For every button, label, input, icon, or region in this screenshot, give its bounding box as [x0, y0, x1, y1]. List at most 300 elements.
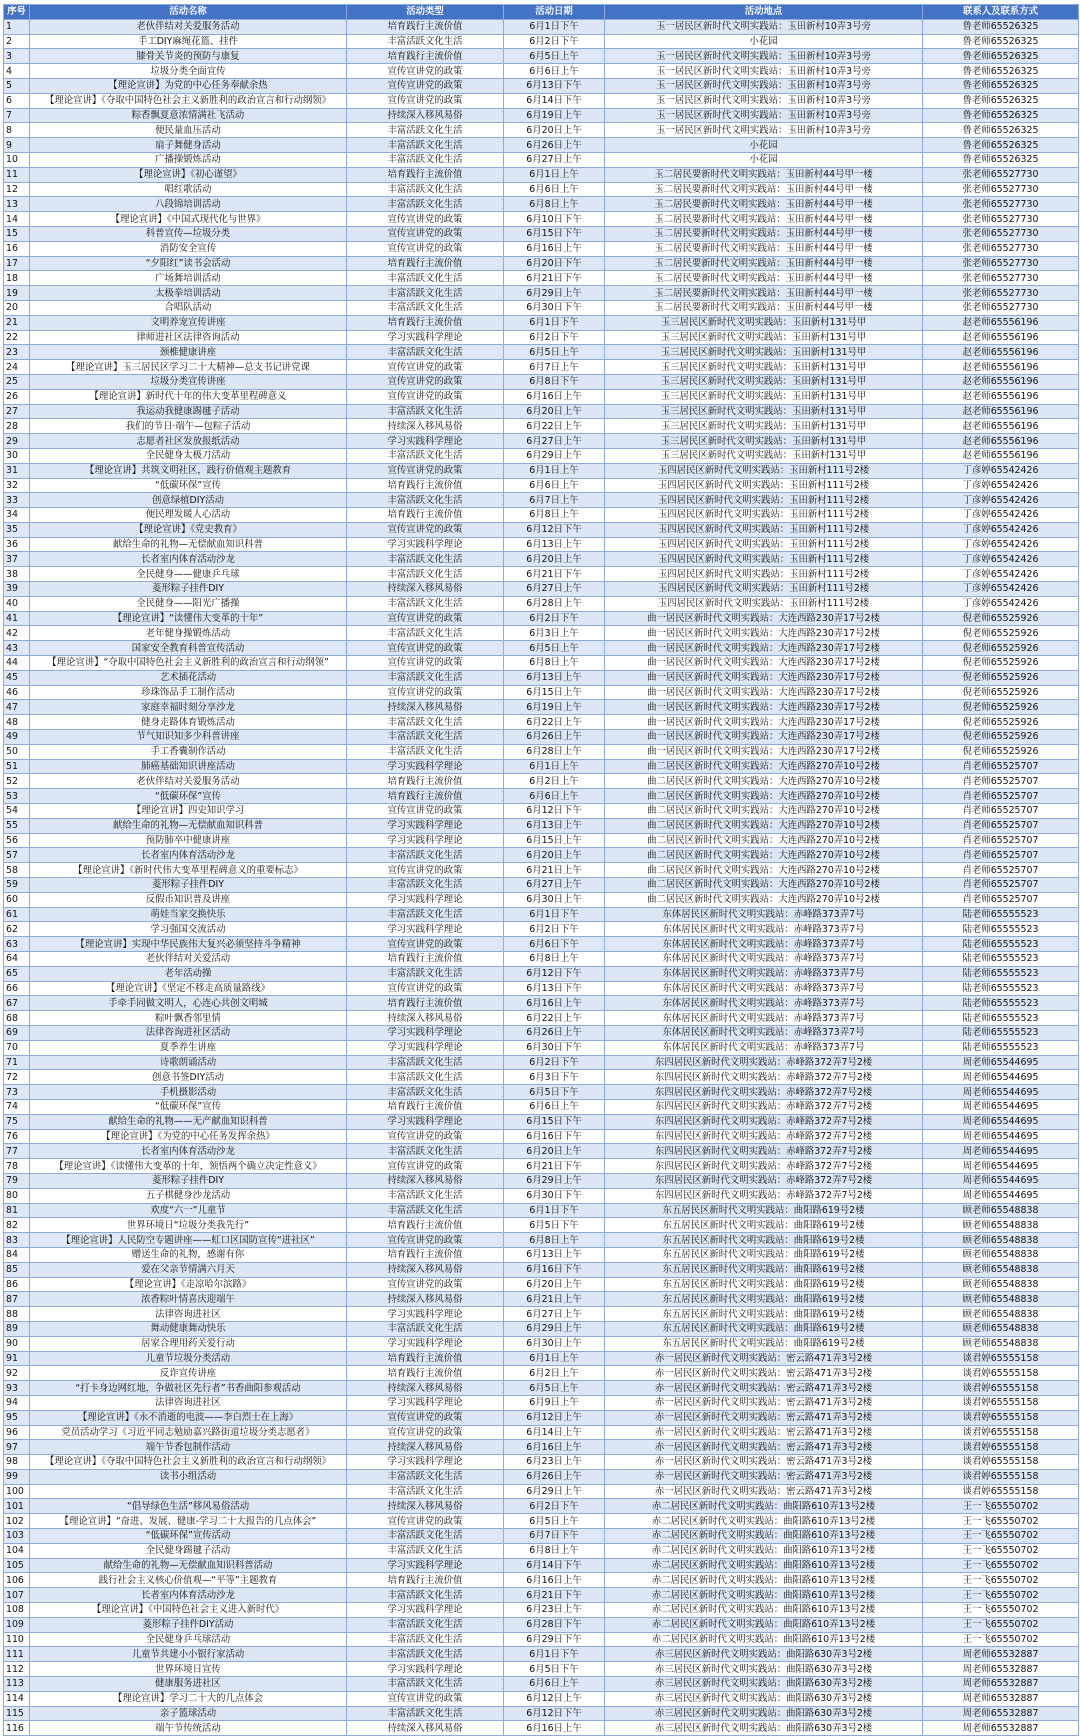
cell-activity-date: 6月15日上午	[504, 833, 605, 848]
cell-index: 111	[4, 1647, 30, 1662]
cell-contact: 倪老师65525926	[923, 730, 1079, 745]
cell-activity-date: 6月10日下午	[504, 212, 605, 227]
cell-index: 10	[4, 152, 30, 167]
cell-activity-name: 【理论宣讲】共筑文明社区，践行价值观主题教育	[30, 463, 347, 478]
table-row	[4, 34, 1079, 49]
table-row	[4, 1055, 1079, 1070]
cell-activity-date: 6月16日下午	[504, 1129, 605, 1144]
cell-activity-place: 曲二居民区新时代文明实践站：大连西路270弄10号2楼	[605, 789, 923, 804]
cell-activity-date: 6月26日上午	[504, 138, 605, 153]
cell-index: 12	[4, 182, 30, 197]
cell-activity-date: 6月29日上午	[504, 1173, 605, 1188]
cell-activity-name: 健康服务进社区	[30, 1677, 347, 1692]
cell-contact: 王一飞65550702	[923, 1603, 1079, 1618]
cell-activity-date: 6月1日下午	[504, 19, 605, 34]
cell-contact: 赵老师65556196	[923, 330, 1079, 345]
cell-activity-name: 律师进社区法律咨询活动	[30, 330, 347, 345]
table-row	[4, 582, 1079, 597]
cell-activity-type: 丰富活跃文化生活	[347, 1543, 504, 1558]
table-row	[4, 685, 1079, 700]
cell-activity-date: 6月20日上午	[504, 404, 605, 419]
cell-activity-type: 宣传宣讲党的政策	[347, 93, 504, 108]
cell-contact: 张老师65527730	[923, 286, 1079, 301]
cell-activity-name: 【理论宣讲】“夺取中国特色社会主义新胜利的政治宣言和行动纲领”	[30, 656, 347, 671]
cell-index: 80	[4, 1188, 30, 1203]
table-row	[4, 1040, 1079, 1055]
table-row	[4, 1706, 1079, 1721]
cell-contact: 顾老师65548838	[923, 1247, 1079, 1262]
cell-activity-type: 丰富活跃文化生活	[347, 878, 504, 893]
cell-contact: 周老师65544695	[923, 1173, 1079, 1188]
cell-activity-type: 培育践行主流价值	[347, 1573, 504, 1588]
cell-contact: 张老师65527730	[923, 256, 1079, 271]
cell-activity-name: 健身走路体育锻炼活动	[30, 715, 347, 730]
cell-activity-date: 6月12日下午	[504, 966, 605, 981]
cell-activity-place: 赤三居民区新时代文明实践站：曲阳路630弄3号2楼	[605, 1706, 923, 1721]
cell-activity-place: 玉三居民区新时代文明实践站：玉田新村131号甲	[605, 330, 923, 345]
cell-activity-name: 志愿者社区发放报纸活动	[30, 434, 347, 449]
cell-activity-type: 宣传宣讲党的政策	[347, 1691, 504, 1706]
cell-contact: 张老师65527730	[923, 182, 1079, 197]
cell-contact: 倪老师65525926	[923, 626, 1079, 641]
cell-contact: 王一飞65550702	[923, 1529, 1079, 1544]
table-row	[4, 1721, 1079, 1736]
cell-activity-name: 儿童节垃圾分类活动	[30, 1351, 347, 1366]
cell-contact: 张老师65527730	[923, 167, 1079, 182]
cell-index: 112	[4, 1662, 30, 1677]
cell-activity-type: 丰富活跃文化生活	[347, 34, 504, 49]
cell-activity-place: 曲一居民区新时代文明实践站：大连西路230弄17号2楼	[605, 670, 923, 685]
table-row	[4, 774, 1079, 789]
table-row	[4, 1484, 1079, 1499]
cell-activity-name: 广场舞培训活动	[30, 271, 347, 286]
table-row	[4, 300, 1079, 315]
cell-activity-place: 东五居民区新时代文明实践站：曲阳路619号2楼	[605, 1233, 923, 1248]
table-row	[4, 286, 1079, 301]
cell-activity-type: 学习实践科学理论	[347, 1040, 504, 1055]
table-row	[4, 759, 1079, 774]
table-row	[4, 374, 1079, 389]
cell-contact: 周老师65544695	[923, 1099, 1079, 1114]
cell-activity-name: 节气知识知多少科普讲座	[30, 730, 347, 745]
cell-index: 104	[4, 1543, 30, 1558]
cell-activity-place: 曲一居民区新时代文明实践站：大连西路230弄17号2楼	[605, 730, 923, 745]
cell-contact: 谈君婷65555158	[923, 1366, 1079, 1381]
cell-activity-type: 丰富活跃文化生活	[347, 1529, 504, 1544]
table-row	[4, 1514, 1079, 1529]
cell-index: 69	[4, 1025, 30, 1040]
table-row	[4, 1691, 1079, 1706]
table-row	[4, 49, 1079, 64]
cell-contact: 鲁老师65526325	[923, 152, 1079, 167]
cell-contact: 王一飞65550702	[923, 1632, 1079, 1647]
cell-contact: 倪老师65525926	[923, 685, 1079, 700]
table-row	[4, 256, 1079, 271]
cell-activity-date: 6月20日下午	[504, 256, 605, 271]
cell-index: 8	[4, 123, 30, 138]
cell-activity-name	[30, 1484, 347, 1499]
cell-activity-place: 东四居民区新时代文明实践站：赤峰路372弄7号2楼	[605, 1173, 923, 1188]
cell-contact: 王一飞65550702	[923, 1514, 1079, 1529]
cell-index: 73	[4, 1085, 30, 1100]
cell-contact: 王一飞65550702	[923, 1499, 1079, 1514]
cell-activity-type: 丰富活跃文化生活	[347, 300, 504, 315]
cell-activity-type: 培育践行主流价值	[347, 167, 504, 182]
cell-contact: 周老师65532887	[923, 1647, 1079, 1662]
cell-contact: 倪老师65525926	[923, 670, 1079, 685]
cell-activity-name: 全民健身——健康乒乓球	[30, 567, 347, 582]
table-row	[4, 730, 1079, 745]
cell-activity-place: 赤一居民区新时代文明实践站：密云路471弄3号2楼	[605, 1455, 923, 1470]
cell-activity-place: 东体居民区新时代文明实践站：赤峰路373弄7号	[605, 966, 923, 981]
cell-contact: 赵老师65556196	[923, 404, 1079, 419]
cell-index: 5	[4, 78, 30, 93]
cell-contact: 谈君婷65555158	[923, 1410, 1079, 1425]
cell-index: 67	[4, 996, 30, 1011]
cell-activity-type: 宣传宣讲党的政策	[347, 360, 504, 375]
table-row	[4, 463, 1079, 478]
cell-activity-date: 6月12日下午	[504, 1706, 605, 1721]
table-row	[4, 1129, 1079, 1144]
cell-contact: 鲁老师65526325	[923, 34, 1079, 49]
cell-contact: 谈君婷65555158	[923, 1455, 1079, 1470]
table-row	[4, 922, 1079, 937]
cell-activity-type: 学习实践科学理论	[347, 1395, 504, 1410]
cell-activity-name: 我们的节日·端午—包粽子活动	[30, 419, 347, 434]
cell-index: 1	[4, 19, 30, 34]
cell-contact: 肖老师65525707	[923, 892, 1079, 907]
cell-activity-name: 世界环境日“垃圾分类我先行”	[30, 1218, 347, 1233]
cell-index: 98	[4, 1455, 30, 1470]
cell-activity-name: “夕阳红”读书会活动	[30, 256, 347, 271]
cell-activity-name: 颈椎健康讲座	[30, 345, 347, 360]
cell-activity-name: 垃圾分类宣传讲座	[30, 374, 347, 389]
cell-activity-place: 玉四居民区新时代文明实践站：玉田新村111号2楼	[605, 478, 923, 493]
cell-activity-name: 【理论宣讲】《夺取中国特色社会主义新胜利的政治宣言和行动纲领》	[30, 93, 347, 108]
cell-activity-type: 丰富活跃文化生活	[347, 493, 504, 508]
cell-index: 32	[4, 478, 30, 493]
cell-index: 102	[4, 1514, 30, 1529]
cell-contact: 倪老师65525926	[923, 744, 1079, 759]
cell-activity-name: 爱在父亲节情满六月天	[30, 1262, 347, 1277]
cell-activity-place: 东四居民区新时代文明实践站：赤峰路372弄7号2楼	[605, 1129, 923, 1144]
cell-activity-type: 丰富活跃文化生活	[347, 567, 504, 582]
cell-activity-place: 玉三居民区新时代文明实践站：玉田新村131号甲	[605, 315, 923, 330]
cell-activity-type: 丰富活跃文化生活	[347, 1588, 504, 1603]
cell-activity-type: 丰富活跃文化生活	[347, 197, 504, 212]
cell-activity-name: 手工DIY麻绳花篮、挂件	[30, 34, 347, 49]
cell-activity-place: 东体居民区新时代文明实践站：赤峰路373弄7号	[605, 1011, 923, 1026]
cell-activity-name: 【理论宣讲】实现中华民族伟大复兴必须坚持斗争精神	[30, 937, 347, 952]
cell-activity-place: 曲一居民区新时代文明实践站：大连西路230弄17号2楼	[605, 700, 923, 715]
cell-index: 17	[4, 256, 30, 271]
cell-activity-type: 丰富活跃文化生活	[347, 715, 504, 730]
cell-index: 108	[4, 1603, 30, 1618]
cell-activity-place: 玉三居民区新时代文明实践站：玉田新村131号甲	[605, 374, 923, 389]
cell-activity-name: 赠送生命的礼物，感谢有你	[30, 1247, 347, 1262]
cell-activity-date: 6月6日上午	[504, 64, 605, 79]
cell-index: 33	[4, 493, 30, 508]
cell-contact: 赵老师65556196	[923, 360, 1079, 375]
cell-activity-date: 6月8日上午	[504, 656, 605, 671]
cell-activity-date: 6月15日下午	[504, 1114, 605, 1129]
cell-activity-date: 6月30日下午	[504, 300, 605, 315]
table-row	[4, 1543, 1079, 1558]
cell-activity-place: 赤二居民区新时代文明实践站：曲阳路610弄13号2楼	[605, 1558, 923, 1573]
cell-activity-place: 东体居民区新时代文明实践站：赤峰路373弄7号	[605, 981, 923, 996]
table-row	[4, 1529, 1079, 1544]
cell-activity-type: 宣传宣讲党的政策	[347, 463, 504, 478]
cell-activity-name: “低碳环保”宣传活动	[30, 1529, 347, 1544]
cell-index: 55	[4, 818, 30, 833]
cell-contact: 王一飞65550702	[923, 1588, 1079, 1603]
cell-activity-name: 膝骨关节炎的预防与康复	[30, 49, 347, 64]
table-row	[4, 1395, 1079, 1410]
cell-activity-date: 6月5日上午	[504, 641, 605, 656]
cell-activity-type: 持续深入移风易俗	[347, 1011, 504, 1026]
cell-index: 40	[4, 596, 30, 611]
table-row	[4, 1469, 1079, 1484]
cell-activity-date: 6月2日下午	[504, 330, 605, 345]
cell-activity-place: 曲二居民区新时代文明实践站：大连西路270弄10号2楼	[605, 833, 923, 848]
cell-activity-name: 预防肺卒中健康讲座	[30, 833, 347, 848]
cell-index: 34	[4, 508, 30, 523]
table-row	[4, 596, 1079, 611]
cell-activity-place: 东体居民区新时代文明实践站：赤峰路373弄7号	[605, 952, 923, 967]
cell-index: 114	[4, 1691, 30, 1706]
cell-activity-type: 宣传宣讲党的政策	[347, 226, 504, 241]
cell-activity-place: 东体居民区新时代文明实践站：赤峰路373弄7号	[605, 1025, 923, 1040]
cell-activity-date: 6月1日上午	[504, 759, 605, 774]
cell-activity-date: 6月27日上午	[504, 1307, 605, 1322]
cell-activity-name: 手工香囊制作活动	[30, 744, 347, 759]
cell-index: 100	[4, 1484, 30, 1499]
cell-activity-name: 菱形粽子挂件DIY	[30, 878, 347, 893]
cell-activity-type: 丰富活跃文化生活	[347, 966, 504, 981]
cell-activity-date: 6月14日上午	[504, 1425, 605, 1440]
cell-activity-date: 6月22日上午	[504, 1011, 605, 1026]
cell-activity-name: 家庭幸福时刻分享沙龙	[30, 700, 347, 715]
table-row	[4, 744, 1079, 759]
cell-contact: 陆老师65555523	[923, 907, 1079, 922]
cell-activity-type: 培育践行主流价值	[347, 19, 504, 34]
cell-contact: 顾老师65548838	[923, 1233, 1079, 1248]
cell-activity-date: 6月19日上午	[504, 108, 605, 123]
cell-activity-place: 玉四居民区新时代文明实践站：玉田新村111号2楼	[605, 463, 923, 478]
table-row	[4, 1114, 1079, 1129]
cell-activity-date: 6月26日上午	[504, 730, 605, 745]
table-row	[4, 670, 1079, 685]
cell-activity-place: 玉一居民区新时代文明实践站：玉田新村10弄3号旁	[605, 93, 923, 108]
cell-activity-place: 赤一居民区新时代文明实践站：密云路471弄3号2楼	[605, 1469, 923, 1484]
cell-activity-date: 6月21日上午	[504, 1292, 605, 1307]
cell-activity-type: 宣传宣讲党的政策	[347, 1410, 504, 1425]
table-row	[4, 419, 1079, 434]
cell-contact: 赵老师65556196	[923, 345, 1079, 360]
table-row	[4, 1647, 1079, 1662]
cell-index: 19	[4, 286, 30, 301]
cell-activity-name: 老伙伴结对关爱服务活动	[30, 19, 347, 34]
cell-activity-type: 宣传宣讲党的政策	[347, 64, 504, 79]
cell-index: 91	[4, 1351, 30, 1366]
cell-activity-name: 世界环境日宣传	[30, 1662, 347, 1677]
cell-contact: 丁彦婷65542426	[923, 596, 1079, 611]
cell-activity-date: 6月16日下午	[504, 1262, 605, 1277]
cell-activity-place: 东四居民区新时代文明实践站：赤峰路372弄7号2楼	[605, 1114, 923, 1129]
cell-activity-type: 丰富活跃文化生活	[347, 1617, 504, 1632]
cell-index: 99	[4, 1469, 30, 1484]
cell-activity-type: 学习实践科学理论	[347, 1455, 504, 1470]
cell-contact: 张老师65527730	[923, 197, 1079, 212]
table-row	[4, 818, 1079, 833]
cell-contact: 顾老师65548838	[923, 1218, 1079, 1233]
cell-activity-date: 6月5日上午	[504, 345, 605, 360]
cell-contact: 张老师65527730	[923, 300, 1079, 315]
cell-index: 45	[4, 670, 30, 685]
cell-activity-type: 培育践行主流价值	[347, 49, 504, 64]
cell-activity-date: 6月1日上午	[504, 1351, 605, 1366]
cell-activity-name: 长者室内体育活动沙龙	[30, 1144, 347, 1159]
cell-index: 68	[4, 1011, 30, 1026]
table-row	[4, 804, 1079, 819]
cell-contact: 陆老师65555523	[923, 937, 1079, 952]
table-row	[4, 1351, 1079, 1366]
cell-activity-name: 国家安全教育科普宣传活动	[30, 641, 347, 656]
cell-index: 37	[4, 552, 30, 567]
table-row	[4, 345, 1079, 360]
cell-activity-type: 宣传宣讲党的政策	[347, 522, 504, 537]
table-row	[4, 656, 1079, 671]
cell-activity-type: 持续深入移风易俗	[347, 1499, 504, 1514]
cell-activity-name: 浓香粽叶情喜庆迎端午	[30, 1292, 347, 1307]
table-row	[4, 611, 1079, 626]
table-row	[4, 567, 1079, 582]
cell-activity-place: 曲一居民区新时代文明实践站：大连西路230弄17号2楼	[605, 685, 923, 700]
cell-contact: 张老师65527730	[923, 226, 1079, 241]
cell-contact: 张老师65527730	[923, 271, 1079, 286]
cell-activity-date: 6月14日下午	[504, 93, 605, 108]
cell-activity-place: 曲二居民区新时代文明实践站：大连西路270弄10号2楼	[605, 759, 923, 774]
cell-index: 106	[4, 1573, 30, 1588]
cell-contact: 谈君婷65555158	[923, 1425, 1079, 1440]
cell-activity-date: 6月2日上午	[504, 774, 605, 789]
cell-activity-type: 持续深入移风易俗	[347, 1721, 504, 1736]
cell-activity-type: 宣传宣讲党的政策	[347, 641, 504, 656]
cell-activity-type: 丰富活跃文化生活	[347, 1706, 504, 1721]
cell-activity-date: 6月26日上午	[504, 1025, 605, 1040]
table-row	[4, 1499, 1079, 1514]
cell-contact: 鲁老师65526325	[923, 78, 1079, 93]
table-row	[4, 271, 1079, 286]
cell-index: 2	[4, 34, 30, 49]
cell-contact: 鲁老师65526325	[923, 49, 1079, 64]
cell-activity-date: 6月27日上午	[504, 434, 605, 449]
cell-activity-name: “低碳环保”宣传	[30, 1099, 347, 1114]
cell-activity-date: 6月5日下午	[504, 1662, 605, 1677]
table-row	[4, 138, 1079, 153]
table-row	[4, 537, 1079, 552]
table-row	[4, 241, 1079, 256]
cell-activity-type: 丰富活跃文化生活	[347, 1632, 504, 1647]
cell-activity-place: 曲二居民区新时代文明实践站：大连西路270弄10号2楼	[605, 892, 923, 907]
table-row	[4, 1366, 1079, 1381]
table-row	[4, 1573, 1079, 1588]
cell-index: 53	[4, 789, 30, 804]
cell-index: 90	[4, 1336, 30, 1351]
cell-activity-date: 6月2日下午	[504, 611, 605, 626]
cell-index: 35	[4, 522, 30, 537]
cell-activity-date: 6月13日上午	[504, 818, 605, 833]
cell-activity-date: 6月20日上午	[504, 1277, 605, 1292]
table-row	[4, 1011, 1079, 1026]
cell-index: 96	[4, 1425, 30, 1440]
cell-activity-name: 献给生命的礼物——无产献血知识科普	[30, 1114, 347, 1129]
cell-activity-place: 玉二居民要新时代文明实践站：玉田新村44号甲一楼	[605, 271, 923, 286]
cell-activity-date: 6月19日上午	[504, 700, 605, 715]
table-row	[4, 1188, 1079, 1203]
table-row	[4, 1233, 1079, 1248]
cell-activity-place: 东五居民区新时代文明实践站：曲阳路619号2楼	[605, 1292, 923, 1307]
table-row	[4, 123, 1079, 138]
cell-activity-place: 玉一居民区新时代文明实践站：玉田新村10弄3号旁	[605, 108, 923, 123]
cell-index: 13	[4, 197, 30, 212]
cell-activity-date: 6月27日上午	[504, 878, 605, 893]
cell-activity-name: 老伙伴结对关爱活动	[30, 952, 347, 967]
cell-contact: 谈君婷65555158	[923, 1351, 1079, 1366]
cell-index: 54	[4, 804, 30, 819]
cell-activity-type: 丰富活跃文化生活	[347, 1070, 504, 1085]
cell-activity-name: 老年健身操锻炼活动	[30, 626, 347, 641]
cell-activity-name: 唱红歌活动	[30, 182, 347, 197]
table-row	[4, 330, 1079, 345]
cell-activity-date: 6月8日上午	[504, 508, 605, 523]
cell-contact: 赵老师65556196	[923, 419, 1079, 434]
cell-index: 92	[4, 1366, 30, 1381]
cell-index: 23	[4, 345, 30, 360]
cell-activity-name: 八段锦培训活动	[30, 197, 347, 212]
cell-activity-type: 丰富活跃文化生活	[347, 1085, 504, 1100]
cell-index: 48	[4, 715, 30, 730]
cell-activity-type: 丰富活跃文化生活	[347, 404, 504, 419]
cell-activity-name: 【理论宣讲】新时代十年的伟大变革里程碑意义	[30, 389, 347, 404]
cell-activity-name: 欢度“六一”儿童节	[30, 1203, 347, 1218]
cell-activity-date: 6月2日下午	[504, 922, 605, 937]
cell-activity-name: 【理论宣讲】为党的中心任务奉献余热	[30, 78, 347, 93]
table-row	[4, 167, 1079, 182]
cell-index: 51	[4, 759, 30, 774]
cell-activity-date: 6月6日下午	[504, 937, 605, 952]
cell-activity-date: 6月12日上午	[504, 1691, 605, 1706]
cell-activity-date: 6月26日上午	[504, 1469, 605, 1484]
cell-activity-type: 宣传宣讲党的政策	[347, 804, 504, 819]
cell-index: 115	[4, 1706, 30, 1721]
cell-index: 4	[4, 64, 30, 79]
table-row	[4, 1677, 1079, 1692]
table-body	[4, 19, 1079, 1735]
cell-activity-place: 小花园	[605, 34, 923, 49]
cell-activity-name: “低碳环保”宣传	[30, 789, 347, 804]
cell-contact: 鲁老师65526325	[923, 64, 1079, 79]
cell-activity-date: 6月3日下午	[504, 1070, 605, 1085]
cell-index: 14	[4, 212, 30, 227]
header-contact: 联系人及联系方式	[923, 5, 1079, 20]
table-row	[4, 700, 1079, 715]
cell-index: 58	[4, 863, 30, 878]
cell-activity-type: 培育践行主流价值	[347, 315, 504, 330]
cell-index: 11	[4, 167, 30, 182]
table-row	[4, 434, 1079, 449]
cell-index: 65	[4, 966, 30, 981]
